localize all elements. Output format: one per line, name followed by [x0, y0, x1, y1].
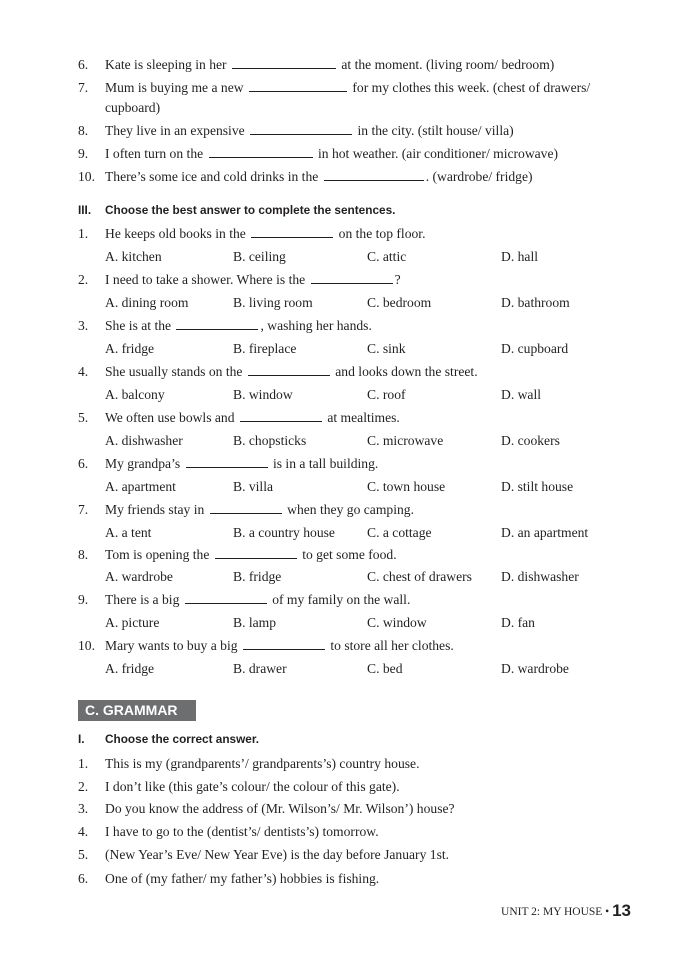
option-b[interactable]: B. living room: [233, 295, 313, 310]
option-a[interactable]: A. wardrobe: [105, 569, 173, 584]
option-c[interactable]: C. window: [367, 615, 427, 630]
option-a[interactable]: A. fridge: [105, 661, 155, 676]
option-c[interactable]: C. attic: [367, 249, 407, 264]
option-a[interactable]: A. apartment: [105, 479, 176, 494]
option-b[interactable]: B. lamp: [233, 615, 277, 630]
option-c[interactable]: C. roof: [367, 387, 406, 402]
option-c[interactable]: C. bedroom: [367, 295, 432, 310]
answer-blank: [176, 317, 258, 330]
option-d[interactable]: D. cupboard: [501, 341, 569, 356]
answer-blank: [186, 455, 268, 468]
option-a[interactable]: A. a tent: [105, 525, 152, 540]
option-b[interactable]: B. ceiling: [233, 249, 286, 264]
option-a[interactable]: A. kitchen: [105, 249, 162, 264]
grammar-section-banner: C. GRAMMAR: [78, 700, 196, 721]
option-d[interactable]: D. an apartment: [501, 525, 589, 540]
option-b[interactable]: B. a country house: [233, 525, 335, 540]
answer-blank: [248, 363, 330, 376]
option-c[interactable]: C. sink: [367, 341, 406, 356]
option-a[interactable]: A. dining room: [105, 295, 189, 310]
page-number: 13: [612, 901, 631, 920]
option-b[interactable]: B. fireplace: [233, 341, 297, 356]
answer-blank: [249, 79, 347, 92]
option-b[interactable]: B. drawer: [233, 661, 287, 676]
answer-blank: [243, 637, 325, 650]
bullet-separator: •: [605, 906, 610, 918]
option-d[interactable]: D. bathroom: [501, 295, 570, 310]
answer-blank: [209, 145, 313, 158]
option-a[interactable]: A. balcony: [105, 387, 165, 402]
option-c[interactable]: C. town house: [367, 479, 446, 494]
answer-blank: [232, 56, 336, 69]
option-b[interactable]: B. fridge: [233, 569, 282, 584]
answer-blank: [240, 409, 322, 422]
page-footer: [501, 902, 631, 921]
option-d[interactable]: D. fan: [501, 615, 535, 630]
unit-label: UNIT 2: MY HOUSE: [501, 906, 603, 918]
option-a[interactable]: A. dishwasher: [105, 433, 183, 448]
answer-blank: [250, 122, 352, 135]
answer-blank: [185, 591, 267, 604]
option-d[interactable]: D. hall: [501, 249, 538, 264]
option-c[interactable]: C. bed: [367, 661, 403, 676]
option-c[interactable]: C. microwave: [367, 433, 444, 448]
option-c[interactable]: C. a cottage: [367, 525, 432, 540]
option-b[interactable]: B. villa: [233, 479, 274, 494]
option-b[interactable]: B. chopsticks: [233, 433, 307, 448]
workbook-page: 6. Kate is sleeping in her at the moment. (living room/ bedroom) 7. Mum is buying me a new for my clothes this week. (chest of drawers/ cupboard) 8. They live in an expensive in the city. (stilt house/ villa) 9. I often turn on the in hot weather. (air conditioner/ microwave) 10. There’s some ice and cold drinks in the . (wardrobe/ fridge) III. Choose the best answer to complete the sentences. 1. He keeps old books in the on the top floor. A. kitchen B. ceiling C. attic D. hall 2. I need to take a shower. Where is the ? A. dining room B. living room C. bedroom D. bathroom 3. She is at the , washing her hands. A. fridge B. fireplace C. sink D. cupboard 4. She usually stands on the and looks down the street. A. balcony B. window C. roof D. wall 5. We often use bowls and at mealtimes. A. dishwasher B. chopsticks C. microwave D. cookers 6. My grandpa’s is in a tall building. A. apartment B. villa C. town house D. stilt house 7. My friends stay in when they go camping. A. a tent B. a country house C. a cottage D. an apartment 8. Tom is opening the to get some food. A. wardrobe B. fridge C. chest of drawers D. dishwasher 9. There is a big of my family on the wall. A. picture B. lamp C. window D. fan 10. Mary wants to buy a big to store all her clothes. A. fridge B. drawer C. bed D. wardrobe C. GRAMMAR I. Choose the correct answer. 1. This is my (grandparents’/ grandparents’s) country house. 2. I don’t like (this gate’s colour/ the colour of this gate). 3. Do you know the address of (Mr. Wilson’s/ Mr. Wilson’) house? 4. I have to go to the (dentist’s/ dentists’s) tomorrow. 5. (New Year’s Eve/ New Year Eve) is the day before January 1st. 6. One of (my father/ my father’s) hobbies is fishing. UNIT 2: MY HOUSE • 13: [78, 57, 631, 920]
option-a[interactable]: A. fridge: [105, 341, 155, 356]
option-d[interactable]: D. wall: [501, 387, 542, 402]
option-d[interactable]: D. cookers: [501, 433, 560, 448]
option-c[interactable]: C. chest of drawers: [367, 569, 472, 584]
answer-blank: [324, 168, 424, 181]
answer-blank: [251, 225, 333, 238]
option-d[interactable]: D. dishwasher: [501, 569, 579, 584]
option-d[interactable]: D. wardrobe: [501, 661, 569, 676]
answer-blank: [311, 271, 393, 284]
answer-blank: [215, 546, 297, 559]
option-b[interactable]: B. window: [233, 387, 293, 402]
option-d[interactable]: D. stilt house: [501, 479, 574, 494]
answer-blank: [210, 501, 282, 514]
option-a[interactable]: A. picture: [105, 615, 160, 630]
